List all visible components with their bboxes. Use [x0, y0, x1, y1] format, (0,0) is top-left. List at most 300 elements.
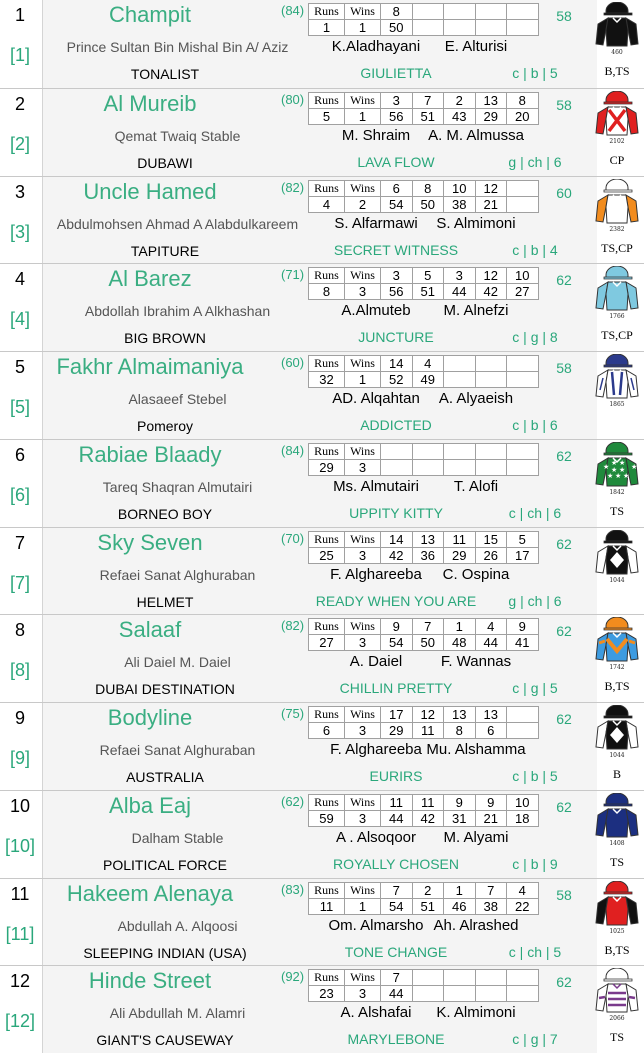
stat-cell: 51 [412, 284, 444, 300]
draw-number: [11] [5, 923, 35, 944]
saddle-column [0, 879, 43, 966]
saddle-number: 7 [14, 532, 25, 553]
jockey-silks-icon [594, 266, 640, 326]
stat-cell [444, 20, 476, 36]
stat-cell: 44 [475, 635, 507, 651]
runner-row[interactable] [0, 88, 644, 176]
horse-name[interactable]: Champit [109, 2, 191, 27]
runs-value: 6 [309, 723, 345, 739]
saddle-column [0, 264, 43, 351]
runs-label: Runs [309, 4, 345, 20]
stat-cell [475, 443, 507, 459]
stat-cell: 27 [507, 284, 539, 300]
form-table [308, 706, 539, 739]
dam-name: READY WHEN YOU ARE [315, 592, 477, 609]
equipment: TS [609, 503, 624, 518]
stat-cell: 15 [475, 531, 507, 547]
svg-text:★: ★ [603, 462, 610, 471]
runs-label: Runs [309, 619, 345, 635]
stat-cell [475, 372, 507, 388]
stat-cell: 50 [412, 196, 444, 212]
jockey-silks-icon [594, 881, 640, 941]
saddle-column [0, 177, 43, 264]
stat-cell: 54 [381, 635, 413, 651]
draw-number: [1] [9, 45, 30, 65]
wins-label: Wins [345, 970, 381, 986]
stat-cell: 51 [412, 108, 444, 124]
stat-cell: 8 [507, 92, 539, 108]
jockey-name[interactable]: A . Alsoqoor [335, 828, 417, 846]
runs-label: Runs [309, 356, 345, 372]
sire-name: DUBAI DESTINATION [95, 681, 235, 698]
wins-label: Wins [345, 794, 381, 810]
jockey-silks-icon [594, 968, 640, 1028]
saddle-column [0, 352, 43, 439]
stat-cell: 29 [475, 108, 507, 124]
stat-cell: 11 [444, 531, 476, 547]
runner-row[interactable] [0, 614, 644, 702]
stat-cell: 46 [444, 898, 476, 914]
runs-value: 29 [309, 459, 345, 475]
wins-label: Wins [345, 619, 381, 635]
stat-cell: 18 [507, 810, 539, 826]
runs-label: Runs [309, 707, 345, 723]
stat-cell: 13 [475, 707, 507, 723]
horse-name[interactable]: Al Mureib [103, 90, 197, 116]
stat-cell [444, 459, 476, 475]
draw-number: [5] [9, 397, 30, 417]
stat-cell: 38 [475, 898, 507, 914]
sex-colour-age: c | b | 5 [512, 65, 558, 81]
stat-cell: 11 [412, 723, 444, 739]
trainer-name[interactable]: K. Almimoni [436, 1004, 516, 1022]
stat-cell: 13 [412, 531, 444, 547]
stat-cell [412, 443, 444, 459]
sex-colour-age: c | b | 6 [512, 417, 558, 433]
stat-cell: 11 [381, 794, 413, 810]
stat-cell: 21 [475, 196, 507, 212]
sire-name: DUBAWI [137, 154, 193, 171]
jockey-name[interactable]: AD. Alqahtan [332, 390, 420, 407]
stat-cell: 5 [507, 531, 539, 547]
stat-cell: 7 [412, 619, 444, 635]
horse-rating: (75) [281, 706, 305, 721]
stat-cell: 7 [381, 970, 413, 986]
dam-name: ADDICTED [360, 417, 432, 433]
trainer-name[interactable]: C. Ospina [442, 565, 510, 583]
stat-cell [381, 443, 413, 459]
stat-cell: 56 [381, 284, 413, 300]
runs-label: Runs [309, 882, 345, 898]
stat-cell: 36 [412, 547, 444, 563]
stat-cell: 17 [507, 547, 539, 563]
svg-text:2382: 2382 [609, 225, 625, 233]
form-table [308, 3, 539, 36]
wins-value: 3 [345, 459, 381, 475]
weight: 62 [556, 535, 572, 552]
wins-value: 3 [345, 547, 381, 563]
sex-colour-age: c | b | 5 [512, 768, 558, 784]
dam-name: JUNCTURE [358, 329, 434, 346]
weight: 62 [556, 974, 572, 991]
saddle-column [0, 791, 43, 878]
horse-rating: (60) [281, 355, 305, 370]
stat-cell: 48 [444, 635, 476, 651]
stat-cell [412, 4, 444, 20]
horse-name[interactable]: Hinde Street [88, 968, 212, 994]
trainer-name[interactable]: E. Alturisi [444, 38, 508, 55]
form-table [308, 267, 539, 300]
stat-cell: 3 [381, 268, 413, 284]
sex-colour-age: g | ch | 6 [508, 153, 562, 170]
stat-cell: 4 [412, 356, 444, 372]
jockey-name[interactable]: F. Alghareeba [330, 741, 422, 758]
saddle-number: 5 [14, 357, 25, 377]
svg-text:1865: 1865 [609, 401, 625, 408]
horse-name[interactable]: Fakhr Almaimaniya [56, 354, 244, 379]
sire-name: BORNEO BOY [117, 505, 213, 522]
sex-colour-age: c | b | 9 [512, 855, 558, 872]
svg-text:1742: 1742 [609, 664, 625, 672]
svg-text:★: ★ [619, 465, 626, 474]
trainer-name[interactable]: T. Alofi [453, 477, 499, 495]
jockey-silks-icon [594, 179, 640, 239]
stat-cell [412, 970, 444, 986]
horse-rating: (84) [281, 442, 305, 458]
stat-cell [507, 180, 539, 196]
owner-name: Abdullah A. Alqoosi [117, 917, 238, 934]
stat-cell [444, 372, 476, 388]
form-table [308, 969, 539, 1002]
equipment: CP [609, 152, 625, 167]
horse-rating: (84) [281, 3, 305, 18]
trainer-name[interactable]: M. Alyami [443, 828, 509, 846]
sire-name: TAPITURE [130, 242, 200, 259]
horse-rating: (71) [281, 267, 305, 283]
trainer-name[interactable]: M. Alnefzi [443, 302, 509, 320]
jockey-silks-icon [594, 91, 640, 151]
runner-row[interactable] [0, 965, 644, 1053]
sire-name: AUSTRALIA [126, 769, 204, 785]
saddle-column [0, 703, 43, 790]
runs-label: Runs [309, 180, 345, 196]
dam-name: GIULIETTA [360, 65, 432, 81]
svg-text:★: ★ [607, 471, 614, 480]
stat-cell: 17 [381, 707, 413, 723]
saddle-column [0, 528, 43, 615]
form-table [308, 794, 539, 827]
wins-label: Wins [345, 356, 381, 372]
wins-label: Wins [345, 531, 381, 547]
stat-cell: 44 [381, 810, 413, 826]
owner-name: Abdulmohsen Ahmad A Alabdulkareem [56, 215, 299, 232]
stat-cell: 4 [475, 619, 507, 635]
runs-value: 5 [309, 108, 345, 124]
stat-cell: 38 [444, 196, 476, 212]
runs-label: Runs [309, 970, 345, 986]
stat-cell: 44 [444, 284, 476, 300]
stat-cell: 9 [507, 619, 539, 635]
draw-number: [6] [9, 484, 30, 505]
stat-cell: 14 [381, 356, 413, 372]
stat-cell: 8 [381, 4, 413, 20]
runner-row[interactable] [0, 702, 644, 790]
draw-number: [12] [4, 1011, 36, 1032]
draw-number: [7] [9, 572, 30, 593]
stat-cell: 20 [507, 108, 539, 124]
horse-rating: (80) [281, 91, 305, 107]
equipment: TS,CP [601, 240, 633, 255]
stat-cell: 43 [444, 108, 476, 124]
wins-value: 1 [345, 20, 381, 36]
stat-cell: 41 [507, 635, 539, 651]
stat-cell [507, 372, 539, 388]
stat-cell: 54 [381, 196, 413, 212]
stat-cell: 52 [381, 372, 413, 388]
jockey-name[interactable]: S. Alfarmawi [334, 214, 418, 232]
wins-value: 2 [345, 196, 381, 212]
saddle-number: 8 [14, 620, 25, 641]
horse-name[interactable]: Alba Eaj [109, 792, 191, 818]
trainer-name[interactable]: S. Almimoni [436, 214, 516, 232]
owner-name: Refaei Sanat Alghuraban [99, 742, 256, 758]
dam-name: LAVA FLOW [357, 153, 435, 170]
horse-name[interactable]: Bodyline [107, 705, 193, 730]
saddle-column [0, 615, 43, 702]
weight: 58 [556, 96, 572, 113]
stat-cell: 7 [475, 882, 507, 898]
jockey-silks-icon [594, 793, 640, 853]
equipment: B,TS [604, 679, 630, 694]
stat-cell [412, 459, 444, 475]
weight: 62 [556, 711, 572, 727]
runner-row[interactable] [0, 878, 644, 966]
jockey-name[interactable]: Om. Almarsho [328, 916, 424, 934]
saddle-number: 11 [10, 883, 30, 904]
horse-rating: (70) [281, 530, 305, 546]
stat-cell: 49 [412, 372, 444, 388]
runs-label: Runs [309, 443, 345, 459]
stat-cell: 42 [412, 810, 444, 826]
svg-text:★: ★ [619, 458, 626, 467]
sex-colour-age: c | ch | 6 [508, 504, 562, 521]
stat-cell: 14 [381, 531, 413, 547]
stat-cell: 44 [381, 986, 413, 1002]
dam-name: TONE CHANGE [344, 943, 448, 960]
stat-cell: 29 [444, 547, 476, 563]
svg-text:★: ★ [615, 471, 622, 480]
stat-cell: 9 [444, 794, 476, 810]
runner-row[interactable] [0, 263, 644, 351]
stat-cell [412, 20, 444, 36]
jockey-silks-icon [594, 530, 640, 590]
wins-value: 3 [345, 284, 381, 300]
saddle-number: 12 [9, 971, 31, 992]
stat-cell: 1 [444, 619, 476, 635]
weight: 58 [556, 886, 572, 903]
svg-text:1044: 1044 [609, 752, 625, 759]
stat-cell: 6 [475, 723, 507, 739]
trainer-name[interactable]: A. Alyaeish [438, 390, 514, 407]
runs-value: 25 [309, 547, 345, 563]
runs-value: 32 [309, 372, 345, 388]
stat-cell: 8 [412, 180, 444, 196]
stat-cell [475, 986, 507, 1002]
runs-label: Runs [309, 92, 345, 108]
stat-cell: 10 [507, 268, 539, 284]
stat-cell [507, 723, 539, 739]
saddle-number: 10 [9, 795, 31, 816]
stat-cell [507, 196, 539, 212]
svg-text:460: 460 [611, 49, 623, 56]
jockey-name[interactable]: A.Almuteb [341, 302, 411, 320]
owner-name: Abdollah Ibrahim A Alkhashan [84, 303, 271, 320]
saddle-number: 3 [14, 181, 25, 202]
weight: 60 [556, 184, 572, 201]
horse-name[interactable]: Sky Seven [97, 529, 203, 555]
stat-cell [475, 459, 507, 475]
horse-name[interactable]: Rabiae Blaady [78, 441, 222, 467]
runs-value: 4 [309, 196, 345, 212]
stat-cell: 13 [475, 92, 507, 108]
jockey-silks-icon [594, 354, 640, 414]
sex-colour-age: g | ch | 6 [508, 592, 562, 609]
horse-name[interactable]: Al Barez [108, 266, 192, 292]
trainer-name[interactable]: F. Wannas [440, 653, 512, 671]
stat-cell: 7 [381, 882, 413, 898]
saddle-column [0, 89, 43, 176]
sex-colour-age: c | g | 7 [512, 1031, 558, 1048]
trainer-name[interactable]: A. M. Almussa [428, 126, 524, 144]
owner-name: Alasaeef Stebel [128, 391, 227, 407]
stat-cell: 51 [412, 898, 444, 914]
runs-label: Runs [309, 794, 345, 810]
dam-name: UPPITY KITTY [349, 504, 443, 521]
sex-colour-age: c | g | 5 [512, 680, 558, 697]
horse-name[interactable]: Uncle Hamed [83, 178, 217, 204]
stat-cell [444, 443, 476, 459]
form-table [308, 443, 539, 476]
runner-row[interactable] [0, 351, 644, 439]
stat-cell: 7 [412, 92, 444, 108]
wins-value: 3 [345, 723, 381, 739]
wins-label: Wins [345, 707, 381, 723]
stat-cell [475, 4, 507, 20]
stat-cell [507, 459, 539, 475]
runs-label: Runs [309, 268, 345, 284]
runner-row[interactable] [0, 790, 644, 878]
horse-name[interactable]: Hakeem Alenaya [66, 880, 234, 906]
saddle-column [0, 966, 43, 1053]
saddle-number: 1 [14, 5, 25, 25]
weight: 58 [556, 8, 572, 24]
wins-label: Wins [345, 92, 381, 108]
svg-text:★: ★ [631, 462, 638, 471]
wins-value: 1 [345, 372, 381, 388]
runner-row[interactable] [0, 439, 644, 527]
runner-row[interactable] [0, 176, 644, 264]
saddle-number: 9 [14, 708, 25, 728]
svg-text:★: ★ [611, 465, 618, 474]
jockey-name[interactable]: K.Aladhayani [331, 38, 421, 55]
stat-cell [507, 986, 539, 1002]
equipment: B,TS [604, 942, 630, 957]
trainer-name[interactable]: Mu. Alshamma [426, 741, 526, 758]
stat-cell: 12 [475, 268, 507, 284]
stat-cell: 56 [381, 108, 413, 124]
stat-cell [507, 4, 539, 20]
equipment: B [612, 767, 621, 781]
stat-cell: 50 [381, 20, 413, 36]
equipment: B,TS [604, 64, 630, 78]
owner-name: Tareq Shaqran Almutairi [102, 478, 253, 495]
wins-value: 1 [345, 898, 381, 914]
horse-rating: (83) [281, 881, 305, 897]
runner-row[interactable] [0, 0, 644, 88]
saddle-number: 4 [14, 269, 25, 290]
runner-row[interactable] [0, 527, 644, 615]
wins-value: 3 [345, 986, 381, 1002]
saddle-column [0, 440, 43, 527]
jockey-name[interactable]: M. Shraim [341, 126, 411, 144]
runs-value: 59 [309, 810, 345, 826]
wins-value: 3 [345, 635, 381, 651]
jockey-silks-icon [594, 2, 640, 62]
equipment: TS [609, 1030, 624, 1045]
stat-cell: 10 [444, 180, 476, 196]
stat-cell [475, 356, 507, 372]
form-table [308, 92, 539, 125]
jockey-name[interactable]: F. Alghareeba [330, 565, 422, 583]
svg-text:1044: 1044 [609, 576, 625, 584]
jockey-silks-icon [594, 617, 640, 677]
stat-cell: 10 [507, 794, 539, 810]
stat-cell: 50 [412, 635, 444, 651]
owner-name: Prince Sultan Bin Mishal Bin A/ Aziz [66, 39, 289, 55]
stat-cell [444, 4, 476, 20]
sire-name: POLITICAL FORCE [103, 856, 227, 873]
form-table [308, 180, 539, 213]
stat-cell: 11 [412, 794, 444, 810]
jockey-name[interactable]: A. Daiel [349, 653, 403, 671]
stat-cell: 4 [507, 882, 539, 898]
draw-number: [8] [9, 660, 30, 681]
stat-cell [381, 459, 413, 475]
jockey-name[interactable]: Ms. Almutairi [333, 477, 419, 495]
jockey-name[interactable]: A. Alshafai [340, 1004, 412, 1022]
horse-name[interactable]: Salaaf [118, 617, 182, 643]
stat-cell [507, 970, 539, 986]
owner-name: Qemat Twaiq Stable [114, 127, 241, 144]
sire-name: BIG BROWN [124, 330, 206, 347]
svg-text:2102: 2102 [609, 137, 625, 145]
stat-cell [507, 707, 539, 723]
draw-number: [4] [9, 309, 30, 330]
trainer-name[interactable]: Ah. Alrashed [433, 916, 519, 934]
svg-text:1766: 1766 [609, 313, 625, 321]
svg-text:1025: 1025 [609, 927, 625, 935]
svg-text:★: ★ [611, 458, 618, 467]
equipment: TS,CP [601, 328, 633, 343]
svg-text:1842: 1842 [609, 488, 625, 496]
stat-cell: 12 [475, 180, 507, 196]
stat-cell: 22 [507, 898, 539, 914]
horse-rating: (62) [281, 793, 305, 809]
sex-colour-age: c | ch | 5 [508, 943, 562, 960]
stat-cell [507, 20, 539, 36]
sire-name: GIANT'S CAUSEWAY [96, 1032, 234, 1049]
draw-number: [3] [9, 221, 30, 242]
